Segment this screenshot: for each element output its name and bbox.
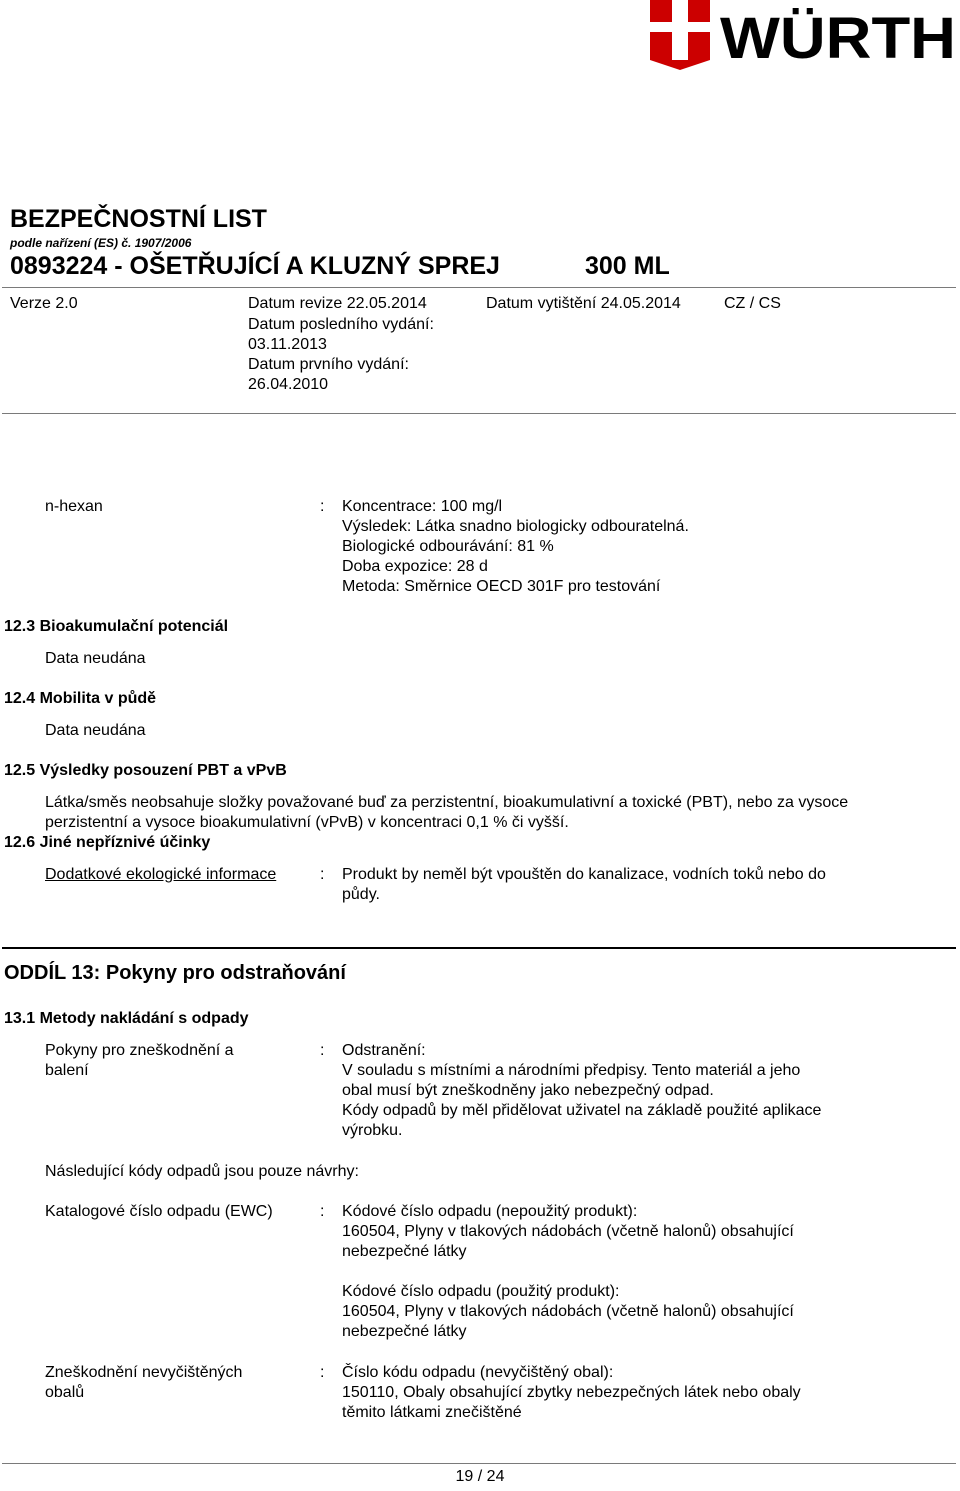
product-name: 0893224 - OŠETŘUJÍCÍ A KLUZNÝ SPREJ <box>10 252 500 280</box>
uncleaned-colon: : <box>320 1364 325 1381</box>
eco-info-colon: : <box>320 866 325 883</box>
eco-info-value <box>342 865 902 905</box>
ewc-unused-line: Kódové číslo odpadu (nepoužitý produkt): <box>342 1203 638 1220</box>
text-12-5 <box>45 793 848 833</box>
ewc-used-line: 160504, Plyny v tlakových nádobách (včetně halonů) obsahující <box>342 1303 794 1320</box>
nhexan-values <box>342 497 902 597</box>
heading-13-1: 13.1 Metody nakládání s odpady <box>4 1010 249 1027</box>
page-number: 19 / 24 <box>455 1468 505 1485</box>
ewc-label: Katalogové číslo odpadu (EWC) <box>45 1203 273 1220</box>
disposal-line: Kódy odpadů by měl přidělovat uživatel na základě použité aplikace <box>342 1102 822 1119</box>
nhexan-line: Výsledek: Látka snadno biologicky odbouratelná. <box>342 518 689 535</box>
text-12-5-line: Látka/směs neobsahuje složky považované buď za perzistentní, bioakumulativní a toxické (PBT), nebo za vysoce <box>45 794 849 811</box>
disposal-label-line: balení <box>45 1062 89 1079</box>
ewc-used-line: nebezpečné látky <box>342 1323 467 1340</box>
disposal-line: výrobku. <box>342 1122 403 1139</box>
wurth-logo-graphic <box>648 0 960 70</box>
disposal-label <box>45 1041 310 1081</box>
heading-12-4: 12.4 Mobilita v půdě <box>4 690 157 707</box>
eco-info-label: Dodatkové ekologické informace <box>45 866 277 883</box>
uncleaned-packaging-value <box>342 1363 902 1423</box>
ewc-unused-line: nebezpečné látky <box>342 1243 467 1260</box>
uncleaned-line: těmito látkami znečištěné <box>342 1404 522 1421</box>
eco-info-line: Produkt by neměl být vpouštěn do kanalizace, vodních toků nebo do <box>342 866 826 883</box>
logo-text: WÜRTH <box>720 6 956 70</box>
nhexan-colon: : <box>320 498 325 515</box>
heading-12-6: 12.6 Jiné nepříznivé účinky <box>4 834 211 851</box>
section-13-title: ODDÍL 13: Pokyny pro odstraňování <box>4 962 346 984</box>
language-code: CZ / CS <box>724 295 781 312</box>
disposal-value <box>342 1041 902 1141</box>
disposal-line: V souladu s místními a národními předpisy. Tento materiál a jeho <box>342 1062 801 1079</box>
nhexan-line: Metoda: Směrnice OECD 301F pro testování <box>342 578 661 595</box>
uncleaned-line: Číslo kódu odpadu (nevyčištěný obal): <box>342 1364 614 1381</box>
disposal-label-line: Pokyny pro zneškodnění a <box>45 1042 234 1059</box>
heading-12-3: 12.3 Bioakumulační potenciál <box>4 618 229 635</box>
ewc-unused-line: 160504, Plyny v tlakových nádobách (včetně halonů) obsahující <box>342 1223 794 1240</box>
disposal-line: Odstranění: <box>342 1042 426 1059</box>
ewc-unused-block <box>342 1202 902 1262</box>
revision-date: Datum revize 22.05.2014 <box>248 295 427 312</box>
version: Verze 2.0 <box>10 295 78 312</box>
last-issue-label: Datum posledního vydání: <box>248 316 434 333</box>
disposal-line: obal musí být zneškodněny jako nebezpečný odpad. <box>342 1082 714 1099</box>
text-12-3: Data neudána <box>45 650 146 667</box>
text-12-5-line: perzistentní a vysoce bioakumulativní (vPvB) v koncentraci 0,1 % či vyšší. <box>45 814 569 831</box>
first-issue-date: 26.04.2010 <box>248 376 329 393</box>
eco-info-line: půdy. <box>342 886 380 903</box>
print-date: Datum vytištění 24.05.2014 <box>486 295 681 312</box>
nhexan-line: Doba expozice: 28 d <box>342 558 488 575</box>
uncleaned-packaging-label <box>45 1363 310 1403</box>
text-12-4: Data neudána <box>45 722 146 739</box>
waste-code-proposal-note: Následující kódy odpadů jsou pouze návrhy: <box>45 1163 359 1180</box>
section-divider <box>2 947 956 949</box>
heading-12-5: 12.5 Výsledky posouzení PBT a vPvB <box>4 762 287 779</box>
regulation-reference: podle nařízení (ES) č. 1907/2006 <box>10 236 192 250</box>
nhexan-line: Biologické odbourávání: 81 % <box>342 538 554 555</box>
header-divider-bottom <box>2 413 956 414</box>
footer-divider <box>2 1463 956 1464</box>
product-size: 300 ML <box>585 252 670 280</box>
uncleaned-line: 150110, Obaly obsahující zbytky nebezpečných látek nebo obaly <box>342 1384 801 1401</box>
ewc-colon: : <box>320 1203 325 1220</box>
ewc-used-block <box>342 1282 902 1342</box>
ewc-used-line: Kódové číslo odpadu (použitý produkt): <box>342 1283 620 1300</box>
first-issue-label: Datum prvního vydání: <box>248 356 409 373</box>
wurth-logo <box>648 0 960 70</box>
last-issue-date: 03.11.2013 <box>248 336 327 353</box>
header-divider-top <box>2 287 956 288</box>
nhexan-label: n-hexan <box>45 498 103 515</box>
uncleaned-label-line: obalů <box>45 1384 85 1401</box>
nhexan-line: Koncentrace: 100 mg/l <box>342 498 503 515</box>
document-title: BEZPEČNOSTNÍ LIST <box>10 205 267 233</box>
uncleaned-label-line: Zneškodnění nevyčištěných <box>45 1364 243 1381</box>
disposal-colon: : <box>320 1042 325 1059</box>
